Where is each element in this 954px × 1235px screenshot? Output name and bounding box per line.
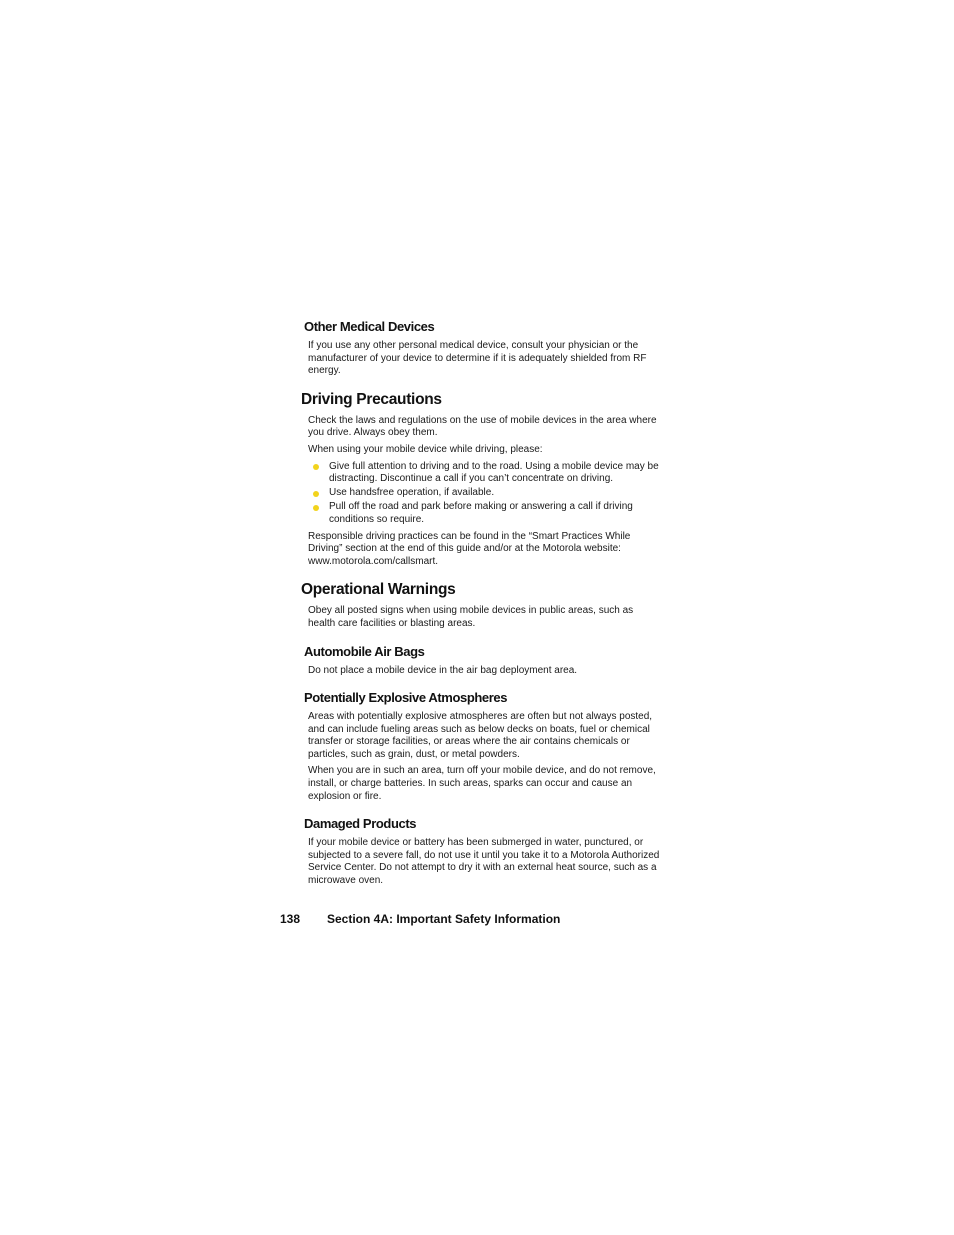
heading-potentially-explosive-atmospheres: Potentially Explosive Atmospheres xyxy=(304,690,508,706)
heading-damaged-products: Damaged Products xyxy=(304,816,417,832)
list-item xyxy=(308,501,660,526)
list-item xyxy=(308,487,660,500)
paragraph-driving-intro: When using your mobile device while driving, please: xyxy=(308,443,543,455)
bullet-dot-icon xyxy=(313,464,319,470)
paragraph-damaged-products: If your mobile device or battery has been submerged in water, punctured, or subjected to a severe fall, do not use it until you take it to a Motorola Authorized Service Center. Do not attempt to dry it with an external heat source, such as a microwave oven. xyxy=(308,837,660,887)
page-footer xyxy=(280,912,560,926)
list-item-text: Pull off the road and park before making or answering a call if driving conditions so require. xyxy=(329,501,633,525)
list-item xyxy=(308,461,660,486)
paragraph-explosive-instructions: When you are in such an area, turn off your mobile device, and do not remove, install, or charge batteries. In such areas, sparks can occur and cause an explosion or fire. xyxy=(308,765,656,802)
heading-driving-precautions: Driving Precautions xyxy=(301,390,442,408)
page-content xyxy=(300,318,662,892)
list-item-text: Give full attention to driving and to the road. Using a mobile device may be distracting. Discontinue a call if you can’t concentrate on driving. xyxy=(329,460,659,485)
bullet-dot-icon xyxy=(313,491,319,497)
paragraph-automobile-air-bags: Do not place a mobile device in the air bag deployment area. xyxy=(308,664,578,676)
driving-bullet-list xyxy=(308,461,660,527)
heading-operational-warnings: Operational Warnings xyxy=(301,581,456,599)
heading-automobile-air-bags: Automobile Air Bags xyxy=(304,643,425,659)
list-item-text: Use handsfree operation, if available. xyxy=(329,487,495,499)
paragraph-driving-laws: Check the laws and regulations on the use of mobile devices in the area where you drive. Always obey them. xyxy=(308,414,657,439)
footer-section-title: Section 4A: Important Safety Information xyxy=(327,912,561,926)
heading-other-medical-devices: Other Medical Devices xyxy=(304,319,435,334)
page-number: 138 xyxy=(280,912,301,926)
paragraph-explosive-areas: Areas with potentially explosive atmospheres are often but not always posted, and can include fueling areas such as below decks on boats, fuel or chemical transfer or storage facilities, or areas where the air contains chemicals or particles, such as grain, dust, or metal powders. xyxy=(308,711,653,760)
paragraph-responsible-driving: Responsible driving practices can be found in the “Smart Practices While Driving” section at the end of this guide and/or at the Motorola website: www.motorola.com/callsmart. xyxy=(308,530,631,567)
paragraph-operational-warnings: Obey all posted signs when using mobile devices in public areas, such as health care facilities or blasting areas. xyxy=(308,605,634,629)
paragraph-other-medical-devices: If you use any other personal medical device, consult your physician or the manufacturer of your device to determine if it is adequately shielded from RF energy. xyxy=(308,340,647,377)
bullet-dot-icon xyxy=(313,505,319,511)
